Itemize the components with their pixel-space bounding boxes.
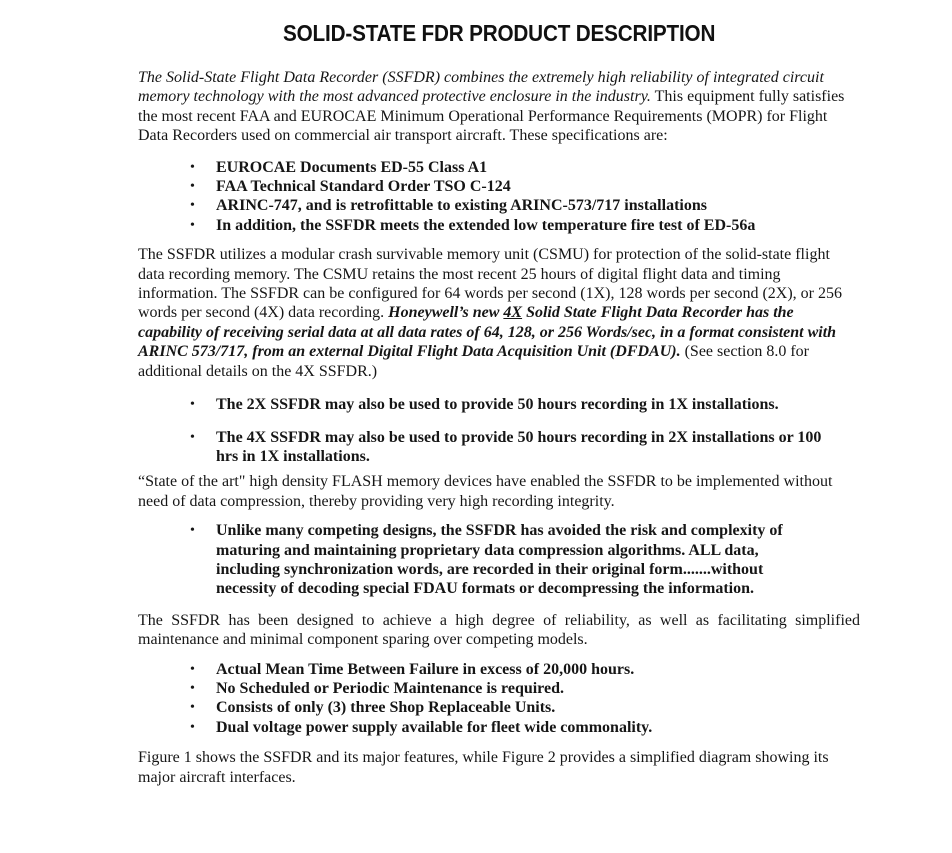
list-item-text: The 2X SSFDR may also be used to provide 50 hours recording in 1X installations. bbox=[216, 396, 779, 414]
list-item bbox=[138, 196, 860, 215]
bullet-icon: • bbox=[190, 179, 195, 195]
list-item-text: EUROCAE Documents ED-55 Class A1 bbox=[216, 158, 488, 176]
list-item bbox=[138, 521, 860, 599]
title-row bbox=[138, 20, 860, 46]
recording-options-list bbox=[138, 395, 860, 466]
list-item-text: No Scheduled or Periodic Maintenance is required. bbox=[216, 679, 564, 697]
bullet-icon: • bbox=[190, 680, 195, 696]
bullet-icon: • bbox=[190, 700, 195, 716]
list-item bbox=[138, 679, 860, 698]
list-item-text: In addition, the SSFDR meets the extended low temperature fire test of ED-56a bbox=[216, 216, 756, 234]
list-item-text: Unlike many competing designs, the SSFDR has avoided the risk and complexity of maturing and maintaining proprietary data compression algorithms. ALL data, including synchronization words, are recorded in their original form.......without necessity of decoding special FDAU formats or decompressing the information. bbox=[216, 522, 783, 598]
bullet-icon: • bbox=[190, 198, 195, 214]
bullet-icon: • bbox=[190, 217, 195, 233]
paragraph-csmu bbox=[138, 245, 860, 381]
list-item bbox=[138, 158, 860, 177]
list-item bbox=[138, 216, 860, 235]
specifications-list bbox=[138, 158, 860, 236]
list-item bbox=[138, 395, 860, 414]
csmu-regular-tail: (See section 8.0 for additional details on the 4X SSFDR.) bbox=[138, 343, 809, 380]
paragraph-flash: “State of the art" high density FLASH memory devices have enabled the SSFDR to be implemented without need of data compression, thereby providing very high recording integrity. bbox=[138, 473, 833, 510]
paragraph-figures: Figure 1 shows the SSFDR and its major features, while Figure 2 provides a simplified diagram showing its major aircraft interfaces. bbox=[138, 749, 829, 786]
bullet-icon: • bbox=[190, 397, 195, 413]
list-item bbox=[138, 718, 860, 737]
compression-list bbox=[138, 521, 860, 599]
csmu-emphasis-post: Solid State Flight Data Recorder has the capability of receiving serial data at all data rates of 64, 128, or 256 Words/sec, in a format consistent with ARINC 573/717, from an external Digital Flight Data Acquisition Unit (DFDAU). bbox=[138, 304, 837, 361]
list-item-text: Dual voltage power supply available for fleet wide commonality. bbox=[216, 718, 653, 736]
list-item-text: ARINC-747, and is retrofittable to existing ARINC-573/717 installations bbox=[216, 197, 707, 215]
bullet-icon: • bbox=[190, 429, 195, 445]
list-item bbox=[138, 660, 860, 679]
list-item bbox=[138, 698, 860, 717]
list-item-text: Consists of only (3) three Shop Replaceable Units. bbox=[216, 699, 556, 717]
paragraph-intro bbox=[138, 68, 860, 146]
list-item bbox=[138, 177, 860, 196]
page-title: SOLID-STATE FDR PRODUCT DESCRIPTION bbox=[282, 20, 716, 46]
csmu-emphasis-4x: 4X bbox=[503, 304, 523, 322]
list-item-text: The 4X SSFDR may also be used to provide 50 hours recording in 2X installations or 100 hrs in 1X installations. bbox=[216, 428, 822, 465]
intro-italic-text: The Solid-State Flight Data Recorder (SSFDR) combines the extremely high reliability of integrated circuit memory technology with the most advanced protective enclosure in the industry. bbox=[138, 69, 824, 106]
intro-regular-text: This equipment fully satisfies the most recent FAA and EUROCAE Minimum Operational Performance Requirements (MOPR) for Flight Data Recorders used on commercial air transport aircraft. These specifications are: bbox=[138, 88, 845, 145]
maintenance-list bbox=[138, 660, 860, 738]
bullet-icon: • bbox=[190, 523, 195, 539]
bullet-icon: • bbox=[190, 159, 195, 175]
csmu-regular-lead: The SSFDR utilizes a modular crash survivable memory unit (CSMU) for protection of the solid-state flight data recording memory. The CSMU retains the most recent 25 hours of digital flight data and timing information. The SSFDR can be configured for 64 words per second (1X), 128 words per second (2X), or 256 words per second (4X) data recording. bbox=[138, 246, 842, 322]
list-item bbox=[138, 428, 860, 467]
list-item-text: FAA Technical Standard Order TSO C-124 bbox=[216, 178, 511, 196]
bullet-icon: • bbox=[190, 719, 195, 735]
bullet-icon: • bbox=[190, 661, 195, 677]
list-item-text: Actual Mean Time Between Failure in excess of 20,000 hours. bbox=[216, 660, 635, 678]
paragraph-reliability: The SSFDR has been designed to achieve a high degree of reliability, as well as facilitating simplified maintenance and minimal component sparing over competing models. bbox=[138, 611, 860, 649]
csmu-emphasis-pre: Honeywell’s new bbox=[388, 304, 504, 322]
